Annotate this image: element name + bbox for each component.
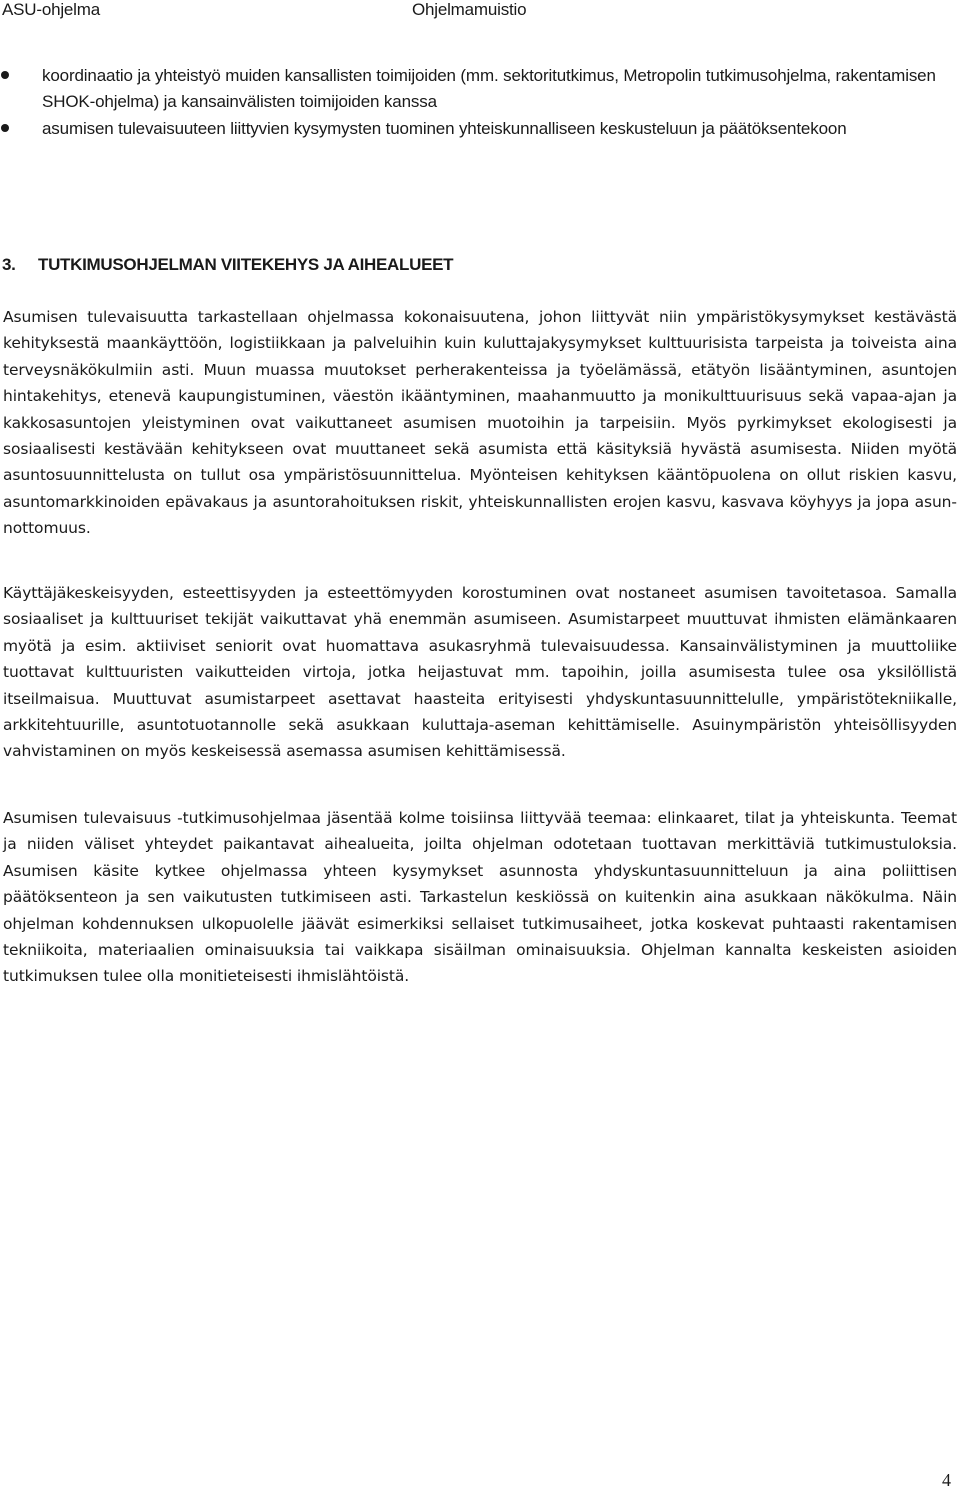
- page-number: 4: [942, 1470, 951, 1490]
- bullet-item: [0, 116, 960, 142]
- bullet-icon: [1, 71, 9, 79]
- bullet-text: koordinaatio ja yhteistyö muiden kansallisten toimijoiden (mm. sektoritutkimus, Metropolin tutkimusohjelma, rakentamisen SHOK-ohjelma) ja kansainvälisten toimijoiden kanssa: [42, 66, 936, 112]
- bullet-text: asumisen tulevaisuuteen liittyvien kysymysten tuominen yhteiskunnalliseen keskusteluun ja päätöksentekoon: [42, 118, 847, 138]
- body-paragraph: Asumisen tulevaisuus -tutkimusohjelmaa jäsentää kolme toisiinsa liittyvää teemaa: elinkaaret, tilat ja yhteiskunta. Teemat ja niiden väliset yhteydet paikantavat aihealueita, joilta ohjelman odotetaan tuottavan merkittäviä tutkimustuloksia. Asumisen käsite kytkee ohjelmassa yhteen kysymykset asunnosta yhdyskuntasuunnitteluun ja aina poliittisen päätöksenteon ja sen vaikutusten tutkimiseen asti. Tarkastelun keskiössä on kuitenkin aina asukkaan näkökulma. Näin ohjelman kohdennuksen ulkopuolelle jäävät esimerkiksi sellaiset tutkimusaiheet, jotka koskevat puhtaasti rakentamisen tekniikoita, materiaalien ominaisuuksia tai vaikkapa sisäilman ominaisuuksia. Ohjelman kannalta keskeisten asioiden tutkimuksen tulee olla monitieteisesti ihmislähtöistä.: [3, 809, 957, 986]
- bullet-list: [0, 63, 960, 142]
- running-header-program: ASU-ohjelma: [2, 0, 100, 19]
- section-number: 3.: [2, 255, 16, 274]
- bullet-item: [0, 63, 960, 116]
- body-paragraph: Käyttäjäkeskeisyyden, esteettisyyden ja esteettömyyden korostuminen ovat nostaneet asumisen tavoitetasoa. Samalla sosiaaliset ja kulttuuriset tekijät vaikuttavat yhä enemmän asumiseen. Asumistarpeet muuttuvat ihmisten elämänkaaren myötä ja esim. aktiiviset seniorit ovat huomattava asukasryhmä tulevaisuudessa. Kansainvälistyminen ja muuttoliike tuottavat kulttuuristen vaikutteiden virtoja, jotka heijastuvat mm. tapoihin, joilla asumisesta tulee osa yksilöllistä itseilmaisua. Muuttuvat asumistarpeet asettavat haasteita erityisesti yhdyskuntasuunnittelulle, ympäristötekniikalle, arkkitehtuurille, asuntotuotannolle sekä asukkaan kuluttaja-aseman kehittämiselle. Asuinympäristön yhteisöllisyyden vahvistaminen on myös keskeisessä asemassa asumisen kehittämisessä.: [3, 584, 957, 761]
- bullet-icon: [1, 124, 9, 132]
- section-heading: [2, 254, 453, 276]
- running-header-document-type: Ohjelmamuistio: [412, 0, 527, 19]
- section-title: TUTKIMUSOHJELMAN VIITEKEHYS JA AIHEALUEET: [38, 255, 454, 274]
- body-paragraph: Asumisen tulevaisuutta tarkastellaan ohjelmassa kokonaisuutena, johon liittyvät niin ympäristökysymykset kestävästä kehityksestä maankäyttöön, logistiikkaan ja palveluihin kuin kuluttajakysymykset kulttuurisista tarpeista ja toiveista aina terveysnäkökulmiin asti. Muun muassa muutokset perherakenteissa ja työelämässä, etätyön lisääntyminen, asuntojen hintakehitys, etenevä kaupungistuminen, väestön ikääntyminen, maahanmuutto ja monikulttuurisuus sekä vapaa-ajan ja kakkosasuntojen yleistyminen ovat vaikuttaneet asumisen muotoihin ja tarpeisiin. Myös pyrkimykset ekologisesti ja sosiaalisesti kestävään kehitykseen ovat muuttaneet sekä asumista että käsityksiä hyvästä asumisesta. Niiden myötä asuntosuunnittelusta on tullut osa ympäristösuunnittelua. Myönteisen kehityksen kääntöpuolena on ollut riskien kasvu, asuntomarkkinoiden epävakaus ja asuntorahoituksen riskit, yhteiskunnallisten erojen kasvu, kasvava köyhyys ja jopa asunnottomuus.: [3, 308, 957, 538]
